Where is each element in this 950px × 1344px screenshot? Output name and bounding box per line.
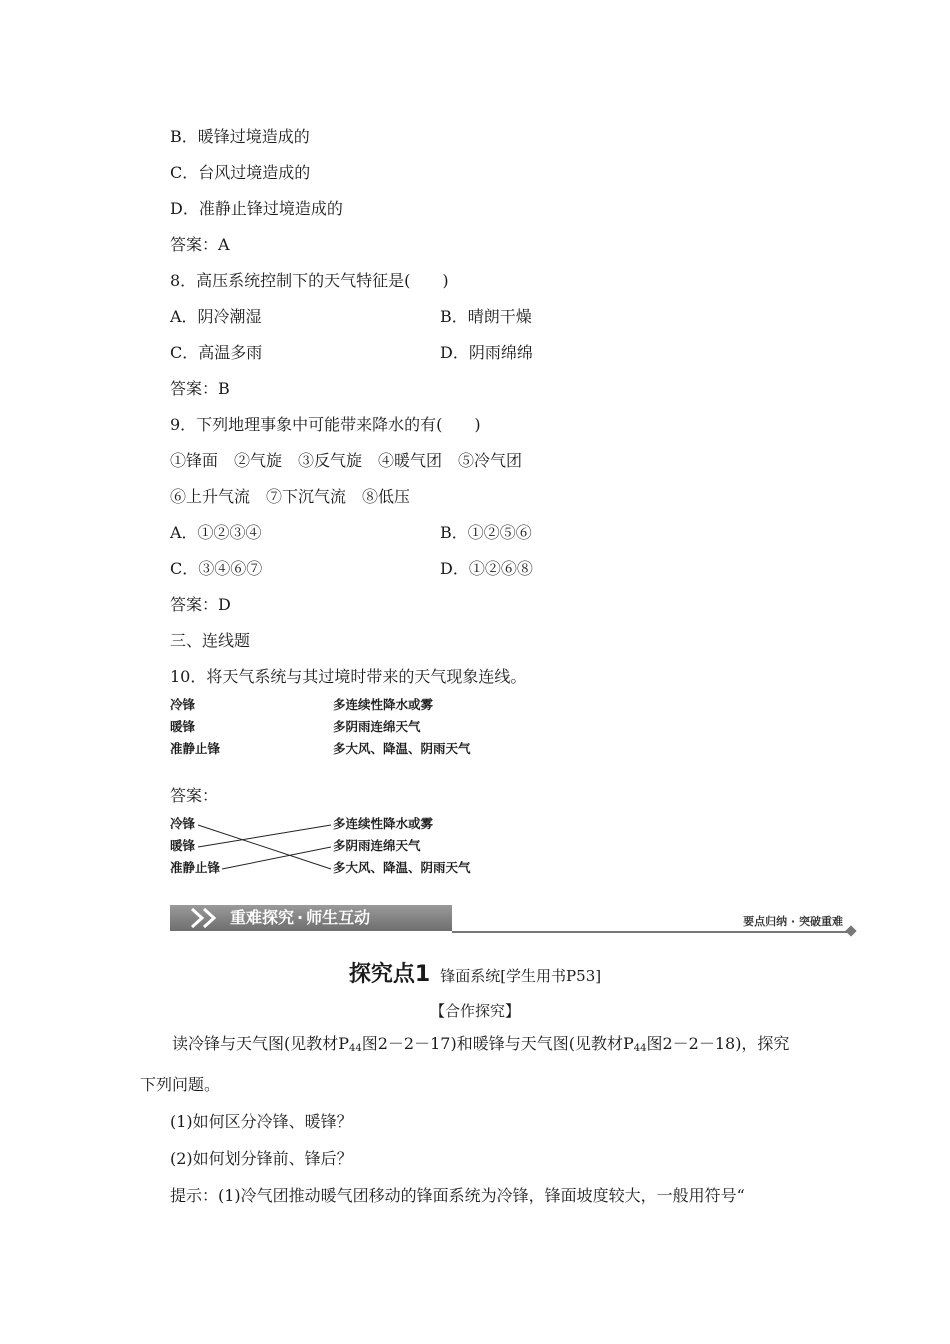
section-banner (170, 905, 855, 933)
connector-warm-to-continuous (198, 825, 331, 847)
q9-option-a: A．①②③④ (170, 523, 262, 542)
match-right-1: 多连续性降水或雾 (333, 697, 434, 712)
banner-right-label: 要点归纳 · 突破重难 (743, 915, 843, 928)
q8-option-b: B．晴朗干燥 (440, 307, 532, 326)
banner-rule (452, 931, 847, 933)
q8-option-c: C．高温多雨 (170, 343, 263, 362)
match-left-cold: 冷锋 (170, 697, 196, 712)
match-right-3: 多大风、降温、阴雨天气 (333, 741, 471, 756)
answer-right-3: 多大风、降温、阴雨天气 (333, 860, 471, 875)
q7-option-d: D．准静止锋过境造成的 (170, 199, 343, 218)
answer-left-warm: 暖锋 (170, 838, 196, 853)
q8-option-a: A．阴冷潮湿 (170, 307, 262, 326)
q9-stem: 9．下列地理事象中可能带来降水的有( ) (170, 415, 481, 434)
q8-option-d: D．阴雨绵绵 (440, 343, 533, 362)
point-title: 探究点1 锋面系统[学生用书P53] (348, 962, 602, 987)
question-1: (1)如何区分冷锋、暖锋？ (170, 1112, 353, 1131)
q8-answer: 答案：B (170, 379, 230, 398)
intro-paragraph-cont: 下列问题。 (140, 1075, 221, 1094)
answer-right-1: 多连续性降水或雾 (333, 816, 434, 831)
question-2: (2)如何划分锋前、锋后？ (170, 1149, 353, 1168)
answer-left-stationary: 准静止锋 (170, 860, 221, 875)
match-right-2: 多阴雨连绵天气 (333, 719, 421, 734)
q9-option-d: D．①②⑥⑧ (440, 559, 533, 578)
connector-cold-to-wind (198, 825, 331, 869)
coop-heading: 【合作探究】 (429, 1002, 520, 1020)
q7-option-c: C．台风过境造成的 (170, 163, 311, 182)
banner-title: 重难探究 · 师生互动 (230, 908, 371, 927)
answer-right-2: 多阴雨连绵天气 (333, 838, 421, 853)
intro-paragraph: 读冷锋与天气图(见教材$P_{44}$图2－2－17)和暖锋与天气图(见教材$P_{44}$图2－2－18)，探究 (172, 1034, 790, 1054)
q9-items-1: ①锋面 ②气旋 ③反气旋 ④暖气团 ⑤冷气团 (170, 451, 523, 470)
hint-text: 提示：(1)冷气团推动暖气团移动的锋面系统为冷锋，锋面坡度较大，一般用符号“ (170, 1186, 745, 1205)
answer-left-cold: 冷锋 (170, 816, 196, 831)
double-chevron-icon (188, 907, 228, 929)
q8-stem: 8．高压系统控制下的天气特征是( ) (170, 271, 449, 290)
q9-option-c: C．③④⑥⑦ (170, 559, 263, 578)
match-left-warm: 暖锋 (170, 719, 196, 734)
q7-option-b: B．暖锋过境造成的 (170, 127, 310, 146)
q10-answer-label: 答案： (170, 786, 219, 805)
q9-option-b: B．①②⑤⑥ (440, 523, 532, 542)
q9-items-2: ⑥上升气流 ⑦下沉气流 ⑧低压 (170, 487, 411, 506)
section-heading: 三、连线题 (170, 631, 251, 650)
q10-stem: 10．将天气系统与其过境时带来的天气现象连线。 (170, 667, 527, 686)
q7-answer: 答案：A (170, 235, 230, 254)
connector-stationary-to-rainy (222, 847, 331, 869)
match-left-stationary: 准静止锋 (170, 741, 221, 756)
q9-answer: 答案：D (170, 595, 231, 614)
